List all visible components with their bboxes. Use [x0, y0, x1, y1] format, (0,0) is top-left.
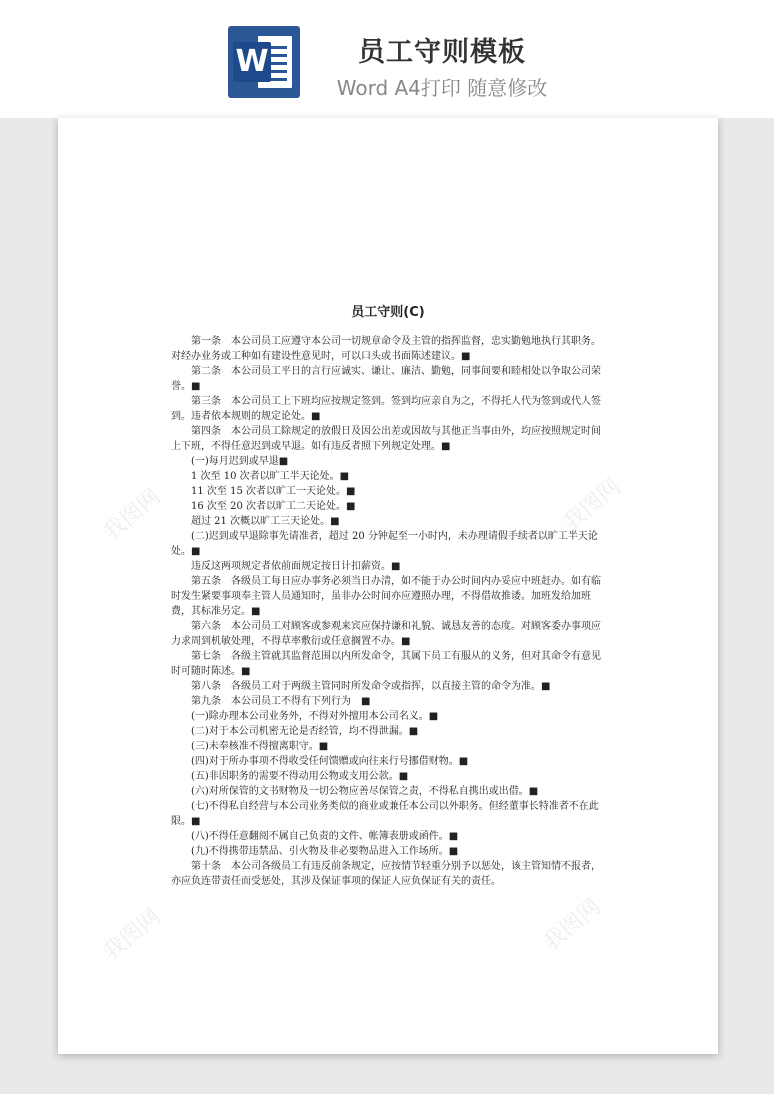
- document-paragraph: 违反这两项规定者依前面规定按日计扣薪资。■: [191, 561, 401, 572]
- document-paragraph: 第十条 本公司各级员工有违反前条规定，应按情节轻重分别予以惩处，该主管知情不报者，亦应负连带责任而受惩处，其涉及保证事项的保证人应负保证有关的责任。: [171, 861, 601, 887]
- document-page: [58, 118, 718, 1054]
- document-paragraph: 第二条 本公司员工平日的言行应诚实、谦让、廉洁、勤勉，同事间要和睦相处以争取公司荣誉。■: [171, 366, 601, 392]
- document-paragraph: 1 次至 10 次者以旷工半天论处。■: [191, 471, 350, 482]
- word-letter-badge: W: [233, 42, 271, 82]
- document-paragraph: (四)对于所办事项不得收受任何馈赠或向往来行号挪借财物。■: [191, 756, 469, 767]
- document-paragraph: 第三条 本公司员工上下班均应按规定签到。签到均应亲自为之，不得托人代为签到或代人签到。违者依本规则的规定论处。■: [171, 396, 601, 422]
- document-paragraph: (九)不得携带违禁品、引火物及非必要物品进入工作场所。■: [191, 846, 459, 857]
- document-paragraph: (三)未奉核准不得擅离职守。■: [191, 741, 329, 752]
- document-paragraph: (二)对于本公司机密无论是否经管，均不得泄漏。■: [191, 726, 419, 737]
- document-title: 员工守则(C): [351, 305, 425, 320]
- document-paragraph: 第七条 各级主管就其监督范围以内所发命令，其属下员工有服从的义务，但对其命令有意见时可随时陈述。■: [171, 651, 601, 677]
- document-paragraph: (六)对所保管的文书财物及一切公物应善尽保管之责，不得私自携出或出借。■: [191, 786, 539, 797]
- document-paragraph: 超过 21 次概以旷工三天论处。■: [191, 516, 340, 527]
- document-paragraph: 第一条 本公司员工应遵守本公司一切规章命令及主管的指挥监督，忠实勤勉地执行其职务。对经办业务或工种如有建设性意见时，可以口头或书面陈述建议。■: [171, 336, 601, 362]
- watermark: 我图网: [98, 484, 166, 546]
- document-paragraph: 第五条 各级员工每日应办事务必须当日办清，如不能于办公时间内办妥应中班赶办。如有临时发生紧要事项奉主管人员通知时，虽非办公时间亦应遵照办理，不得借故推诿。加班发给加班费，其标准另定。■: [171, 576, 601, 617]
- document-paragraph: (二)迟到或早退除事先请准者，超过 20 分钟起至一小时内，未办理请假手续者以旷工半天论处。■: [171, 531, 598, 557]
- document-paragraph: (八)不得任意翻阅不属自己负责的文件、帐簿表册或函件。■: [191, 831, 459, 842]
- document-paragraph: (七)不得私自经营与本公司业务类似的商业或兼任本公司以外职务。但经董事长特准者不在此限。■: [171, 801, 599, 827]
- document-body: [171, 334, 605, 889]
- document-paragraph: 16 次至 20 次者以旷工二天论处。■: [191, 501, 356, 512]
- document-paragraph: 第六条 本公司员工对顾客或参观来宾应保持谦和礼貌、诚恳友善的态度。对顾客委办事项应力求周到机敏处理，不得草率敷衍或任意搁置不办。■: [171, 621, 601, 647]
- watermark: 我图网: [558, 474, 626, 536]
- document-paragraph: (一)除办理本公司业务外，不得对外擅用本公司名义。■: [191, 711, 439, 722]
- document-paragraph: (一)每月迟到或早退■: [191, 456, 289, 467]
- template-subtitle: Word A4打印 随意修改: [336, 76, 548, 100]
- document-paragraph: 第四条 本公司员工除规定的放假日及因公出差或因故与其他正当事由外，均应按照规定时间上下班，不得任意迟到或早退。如有违反者照下列规定处理。■: [171, 426, 601, 452]
- document-paragraph: 11 次至 15 次者以旷工一天论处。■: [191, 486, 356, 497]
- watermark: 我图网: [538, 894, 606, 956]
- template-header: [0, 0, 774, 118]
- document-paragraph: 第九条 本公司员工不得有下列行为 ■: [191, 696, 371, 707]
- template-title: 员工守则模板: [358, 37, 526, 68]
- document-paragraph: 第八条 各级员工对于两级主管同时所发命令或指挥，以直接主管的命令为准。■: [191, 681, 551, 692]
- watermark: 我图网: [98, 904, 166, 966]
- word-app-icon: [228, 26, 300, 98]
- document-paragraph: (五)非因职务的需要不得动用公物或支用公款。■: [191, 771, 409, 782]
